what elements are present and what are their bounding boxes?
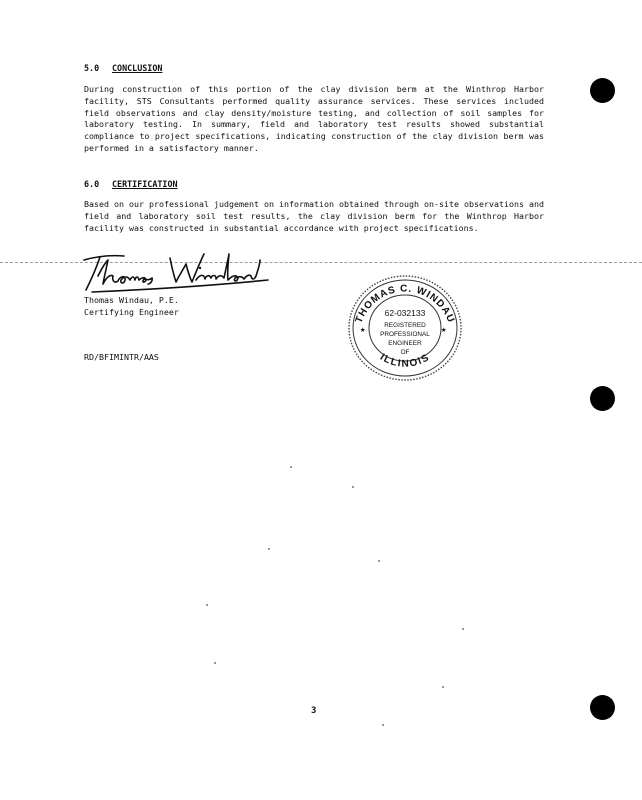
svg-text:62-032133: 62-032133 <box>384 308 426 318</box>
svg-text:ILLINOIS: ILLINOIS <box>377 351 433 370</box>
scan-speck <box>352 486 354 488</box>
scan-speck <box>382 724 384 726</box>
certification-number: 6.0 <box>84 179 100 189</box>
svg-text:★: ★ <box>441 325 447 335</box>
punch-hole-middle <box>590 386 615 411</box>
engineer-seal <box>338 268 472 386</box>
handwritten-signature <box>78 246 278 296</box>
punch-hole-top <box>590 78 615 103</box>
scan-speck <box>290 466 292 468</box>
conclusion-paragraph: During construction of this portion of the clay division berm at the Winthrop Harbor facility, STS Consultants performed quality assurance services. These services included field observations and clay density/moisture testing, and collection of soil samples for laboratory testing. In summary, field and laboratory test results showed substantial compliance to project specifications, indicating construction of the clay division berm was performed in a satisfactory manner. <box>84 84 544 153</box>
scan-speck <box>462 628 464 630</box>
scan-speck <box>378 560 380 562</box>
page-number: 3 <box>311 706 317 716</box>
svg-text:REGISTERED: REGISTERED <box>384 322 426 329</box>
certification-title: CERTIFICATION <box>112 179 178 189</box>
certification-paragraph: Based on our professional judgement on information obtained through on-site observations and field and laboratory soil test results, the clay division berm for the Winthrop Harbor facility was constructed in substantial accordance with project specifications. <box>84 199 544 233</box>
punch-hole-bottom <box>590 695 615 720</box>
scan-speck <box>206 604 208 606</box>
scan-speck <box>268 548 270 550</box>
svg-text:THOMAS C. WINDAU: THOMAS C. WINDAU <box>353 283 457 325</box>
signatory-title: Certifying Engineer <box>84 307 179 317</box>
scan-speck <box>442 686 444 688</box>
conclusion-number: 5.0 <box>84 63 100 73</box>
svg-text:ENGINEER: ENGINEER <box>388 340 422 347</box>
certification-heading <box>84 179 178 189</box>
svg-text:OF: OF <box>400 349 410 356</box>
conclusion-heading <box>84 63 162 73</box>
reference-code: RD/BFIMINTR/AAS <box>84 352 159 362</box>
conclusion-title: CONCLUSION <box>112 63 163 73</box>
signatory-name: Thomas Windau, P.E. <box>84 295 179 305</box>
scan-speck <box>214 662 216 664</box>
svg-text:★: ★ <box>360 325 366 335</box>
svg-text:PROFESSIONAL: PROFESSIONAL <box>380 331 430 338</box>
